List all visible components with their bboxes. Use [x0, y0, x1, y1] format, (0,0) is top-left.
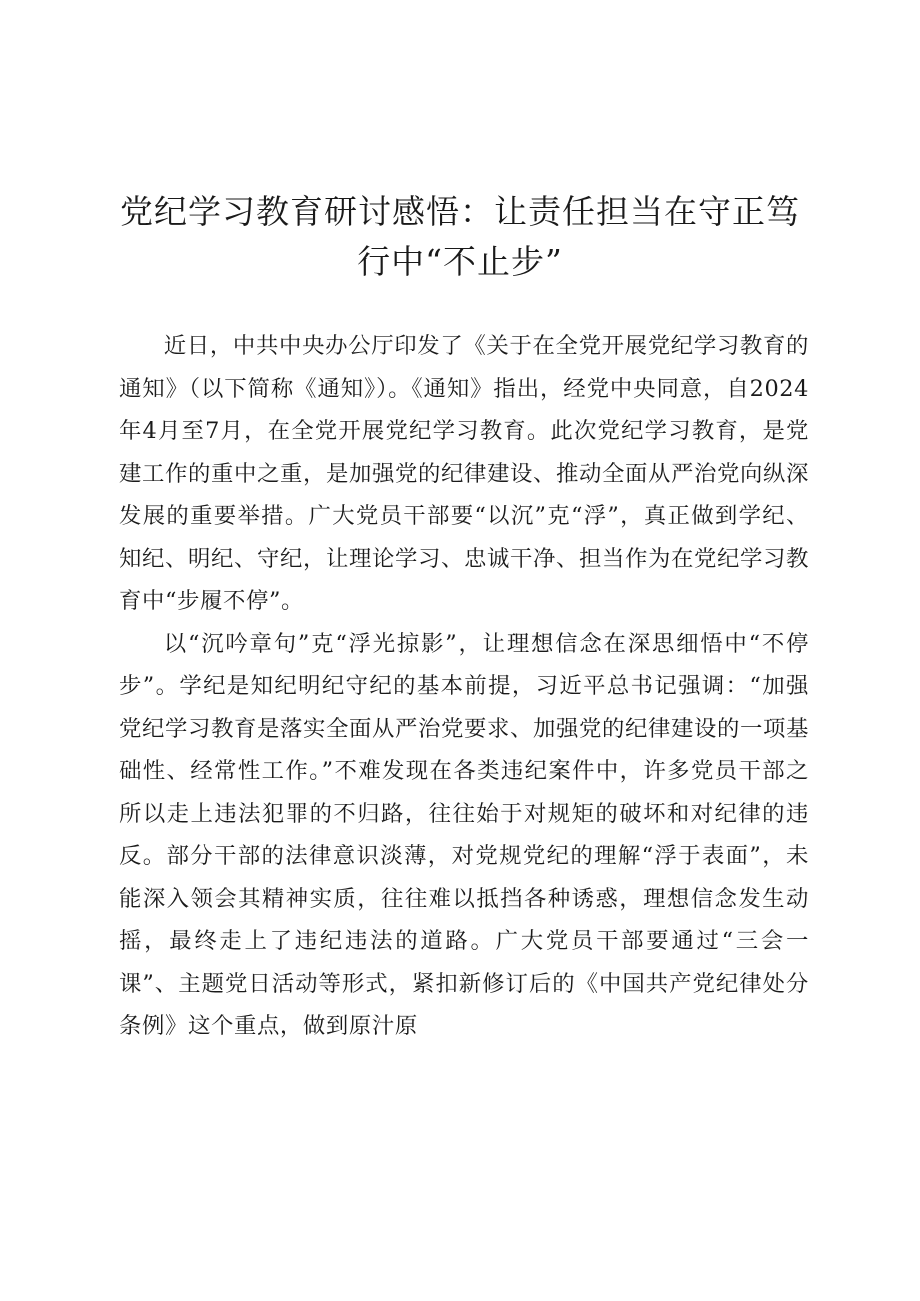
document-title: 党纪学习教育研讨感悟：让责任担当在守正笃行中“不止步” — [120, 192, 800, 281]
body-paragraph-1: 近日，中共中央办公厅印发了《关于在全党开展党纪学习教育的通知》（以下简称《通知》）。《通知》指出，经党中央同意，自2024年4月至7月，在全党开展党纪学习教育。此次党纪学习教育，是党建工作的重中之重，是加强党的纪律建设、推动全面从严治党向纵深发展的重要举措。广大党员干部要“以沉”克“浮”，真正做到学纪、知纪、明纪、守纪，让理论学习、忠诚干净、担当作为在党纪学习教育中“步履不停”。 — [119, 333, 809, 614]
document-body — [119, 325, 809, 1048]
body-paragraph-2: 以“沉吟章句”克“浮光掠影”，让理想信念在深思细悟中“不停步”。学纪是知纪明纪守纪的基本前提，习近平总书记强调：“加强党纪学习教育是落实全面从严治党要求、加强党的纪律建设的一项基础性、经常性工作。”不难发现在各类违纪案件中，许多党员干部之所以走上违法犯罪的不归路，往往始于对规矩的破坏和对纪律的违反。部分干部的法律意识淡薄，对党规党纪的理解“浮于表面”，未能深入领会其精神实质，往往难以抵挡各种诱惑，理想信念发生动摇，最终走上了违纪违法的道路。广大党员干部要通过“三会一课”、主题党日活动等形式，紧扣新修订后的《中国共产党纪律处分条例》这个重点，做到原汁原 — [119, 630, 809, 1039]
